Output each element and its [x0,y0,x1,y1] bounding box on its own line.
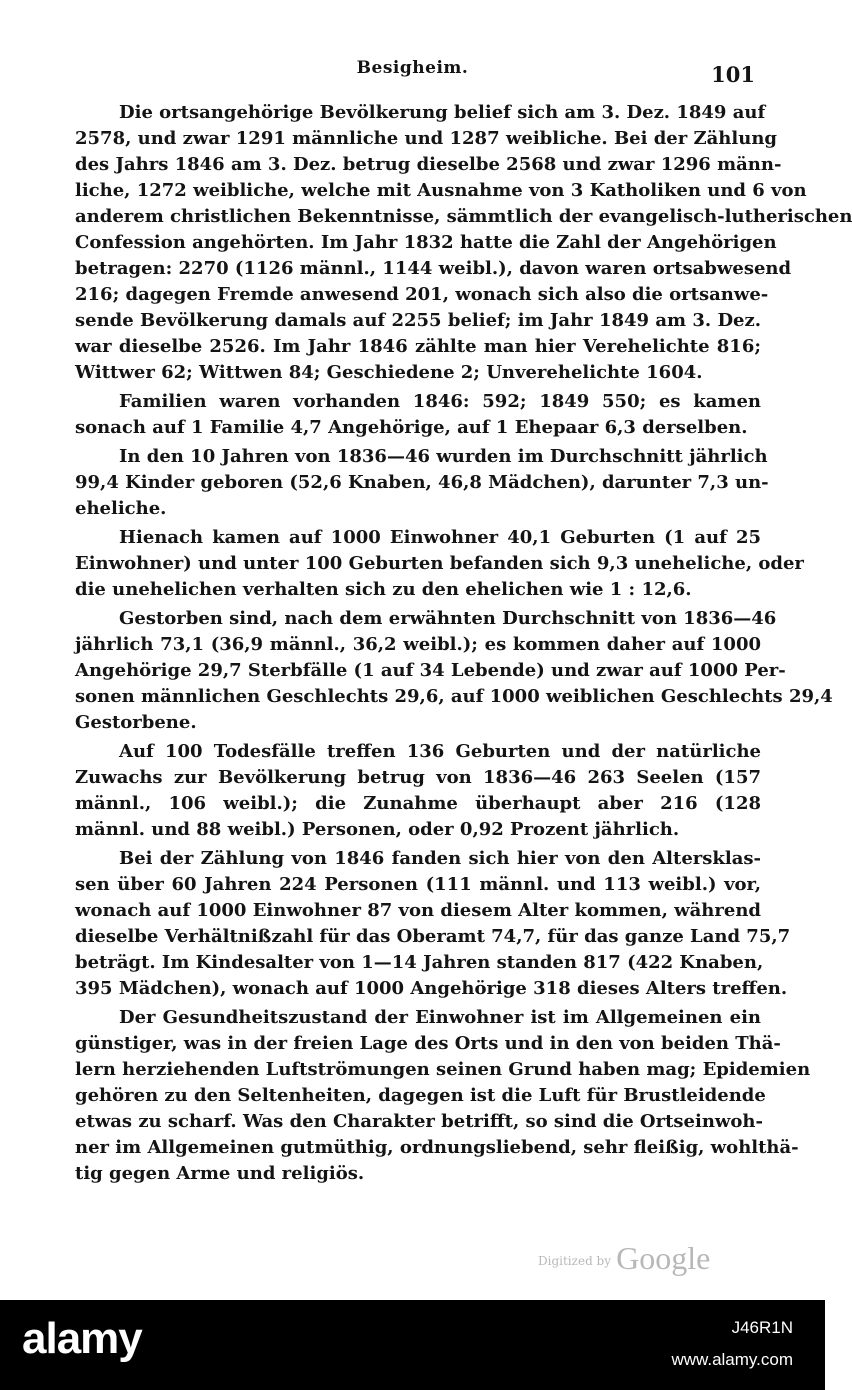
text-line: Bei der Zählung von 1846 fanden sich hier von den Altersklas- [119,848,761,869]
text-line: jährlich 73,1 (36,9 männl., 36,2 weibl.); es kommen daher auf 1000 [75,634,761,655]
body-text [75,100,852,1190]
text-line: 216; dagegen Fremde anwesend 201, wonach sich also die ortsanwe- [75,284,769,305]
text-line: Gestorben sind, nach dem erwähnten Durchschnitt von 1836—46 [119,608,777,629]
text-line: 395 Mädchen), wonach auf 1000 Angehörige 318 dieses Alters treffen. [75,978,788,999]
text-line: Die ortsangehörige Bevölkerung belief sich am 3. Dez. 1849 auf [119,102,766,123]
text-line: Einwohner) und unter 100 Geburten befanden sich 9,3 uneheliche, oder [75,553,804,574]
text-line: 2578, und zwar 1291 männliche und 1287 weibliche. Bei der Zählung [75,128,777,149]
running-head: Besigheim. [356,58,469,78]
text-line: Zuwachs zur Bevölkerung betrug von 1836—46 263 Seelen (157 [75,767,761,788]
text-line: des Jahrs 1846 am 3. Dez. betrug dieselbe 2568 und zwar 1296 männ- [75,154,782,175]
text-line: liche, 1272 weibliche, welche mit Ausnahme von 3 Katholiken und 6 von [75,180,807,201]
google-logo: Google [616,1240,711,1276]
paragraph [75,444,769,522]
text-line: dieselbe Verhältnißzahl für das Oberamt 74,7, für das ganze Land 75,7 [75,926,791,947]
image-id: J46R1N [731,1318,793,1337]
text-line: günstiger, was in der freien Lage des Orts und in den von beiden Thä- [75,1033,781,1054]
text-line: eheliche. [75,498,167,519]
text-line: anderem christlichen Bekenntnisse, sämmtlich der evangelisch-lutherischen [75,206,852,227]
text-line: war dieselbe 2526. Im Jahr 1846 zählte man hier Verehelichte 816; [75,336,761,357]
text-line: Familien waren vorhanden 1846: 592; 1849 550; es kamen [119,391,761,412]
alamy-logo: alamy [22,1314,142,1363]
text-line: männl. und 88 weibl.) Personen, oder 0,92 Prozent jährlich. [75,819,680,840]
text-line: ner im Allgemeinen gutmüthig, ordnungsliebend, sehr fleißig, wohlthä- [75,1137,799,1158]
paragraph [75,846,791,1002]
text-line: wonach auf 1000 Einwohner 87 von diesem Alter kommen, während [75,900,761,921]
text-line: die unehelichen verhalten sich zu den ehelichen wie 1 : 12,6. [75,579,692,600]
text-line: sonach auf 1 Familie 4,7 Angehörige, auf 1 Ehepaar 6,3 derselben. [75,417,748,438]
text-line: sende Bevölkerung damals auf 2255 belief; im Jahr 1849 am 3. Dez. [75,310,761,331]
paragraph [75,739,761,843]
page-number: 101 [711,62,755,87]
text-line: Hienach kamen auf 1000 Einwohner 40,1 Geburten (1 auf 25 [119,527,761,548]
paragraph [75,1005,811,1187]
text-line: Gestorbene. [75,712,197,733]
text-line: Der Gesundheitszustand der Einwohner ist im Allgemeinen ein [119,1007,761,1028]
text-line: Wittwer 62; Wittwen 84; Geschiedene 2; Unverehelichte 1604. [75,362,703,383]
text-line: männl., 106 weibl.); die Zunahme überhaupt aber 216 (128 [75,793,761,814]
paragraph [75,389,761,441]
text-line: sonen männlichen Geschlechts 29,6, auf 1000 weiblichen Geschlechts 29,4 [75,686,833,707]
text-line: sen über 60 Jahren 224 Personen (111 männl. und 113 weibl.) vor, [75,874,761,895]
text-line: lern herziehenden Luftströmungen seinen Grund haben mag; Epidemien [75,1059,811,1080]
text-line: betragen: 2270 (1126 männl., 1144 weibl.), davon waren ortsabwesend [75,258,792,279]
paragraph [75,100,852,386]
text-line: In den 10 Jahren von 1836—46 wurden im Durchschnitt jährlich [119,446,768,467]
text-line: beträgt. Im Kindesalter von 1—14 Jahren standen 817 (422 Knaben, [75,952,764,973]
text-line: 99,4 Kinder geboren (52,6 Knaben, 46,8 Mädchen), darunter 7,3 un- [75,472,769,493]
text-line: etwas zu scharf. Was den Charakter betrifft, so sind die Ortseinwoh- [75,1111,763,1132]
text-line: Auf 100 Todesfälle treffen 136 Geburten und der natürliche [119,741,761,762]
text-line: Angehörige 29,7 Sterbfälle (1 auf 34 Lebende) und zwar auf 1000 Per- [75,660,786,681]
site-url: www.alamy.com [671,1350,793,1369]
paragraph [75,606,833,736]
digitized-by-watermark [538,1240,710,1277]
text-line: tig gegen Arme und religiös. [75,1163,365,1184]
digitized-by-text: Digitized by [538,1254,612,1268]
text-line: Confession angehörten. Im Jahr 1832 hatte die Zahl der Angehörigen [75,232,777,253]
paragraph [75,525,804,603]
text-line: gehören zu den Seltenheiten, dagegen ist die Luft für Brustleidende [75,1085,766,1106]
